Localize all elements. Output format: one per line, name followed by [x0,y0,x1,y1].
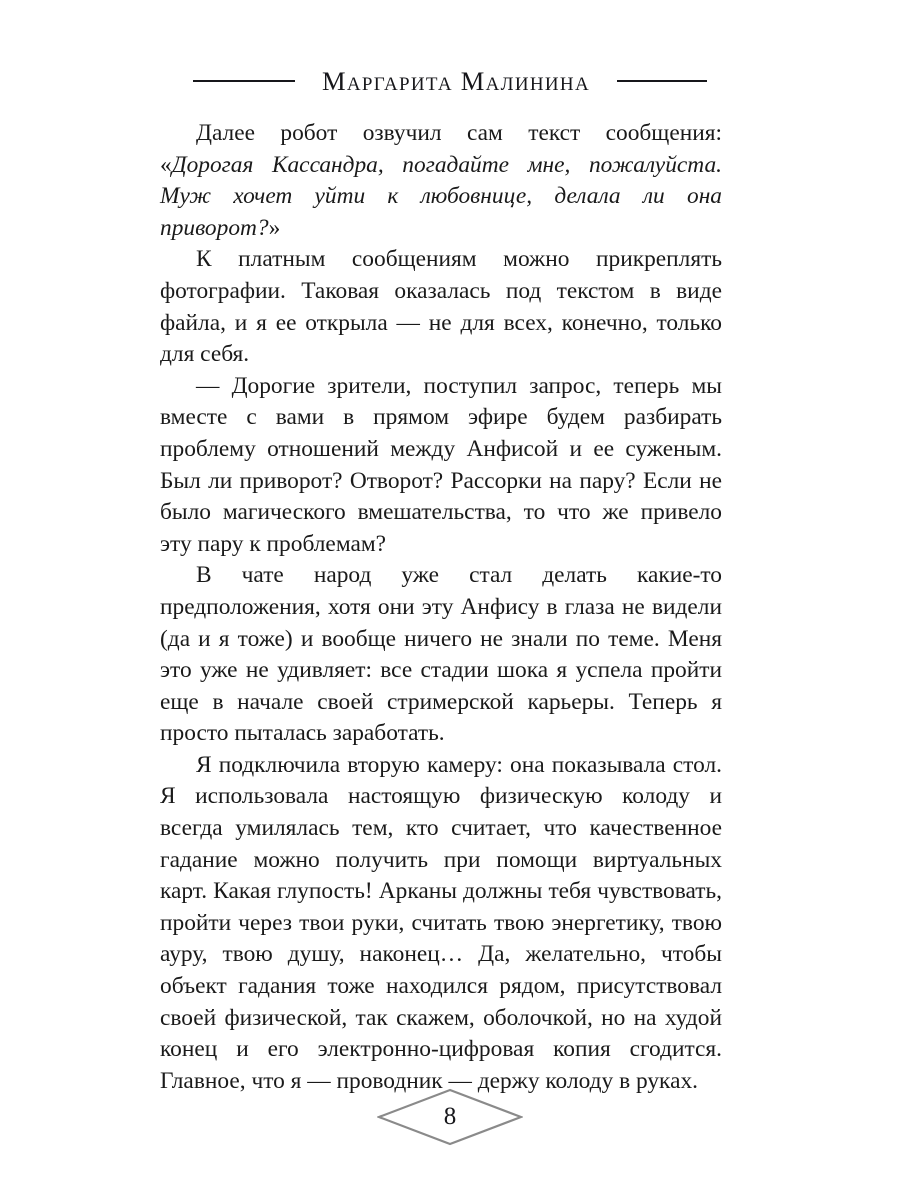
page-folio [377,1088,523,1146]
page-number: 8 [443,1103,457,1130]
paragraph [160,560,722,750]
running-head [0,60,900,102]
paragraph-tail: » [268,214,281,241]
paragraph-italic: Дорогая Кассандра, погадайте мне, пожалуйста. Муж хочет уйти к любовнице, делала ли она приворот? [160,151,722,241]
body-text-column [160,118,722,1097]
head-rule-right-icon [617,80,707,82]
running-head-title: Маргарита Малинина [322,65,590,96]
paragraph-lead: Далее робот озвучил сам текст сообщения: « [160,120,722,178]
paragraph-lead: Я подключила вторую камеру: она показывала стол. Я использовала настоящую физическую колоду и всегда умилялась тем, кто считает, что качественное гадание можно получить при помощи виртуальных карт. Какая глупость! Арканы должны тебя чувствовать, пройти через твои руки, считать твою энергетику, твою ауру, твою душу, наконец… Да, желательно, чтобы объект гадания тоже находился рядом, присутствовал своей физической, так скажем, оболочкой, но на худой конец и его электронно-цифровая копия сгодится. Главное, что я — проводник — держу колоду в руках. [160,751,722,1094]
paragraph [160,244,722,370]
paragraph [160,118,722,244]
paragraph [160,750,722,1098]
head-rule-left-icon [193,80,295,82]
paragraph [160,371,722,561]
paragraph-lead: — Дорогие зрители, поступил запрос, теперь мы вместе с вами в прямом эфире будем разбирать проблему отношений между Анфисой и ее суженым. Был ли приворот? Отворот? Рассорки на пару? Если не было магического вмешательства, то что же привело эту пару к проблемам? [160,372,722,557]
paragraph-lead: В чате народ уже стал делать какие-то предположения, хотя они эту Анфису в глаза не видели (да и я тоже) и вообще ничего не знали по теме. Меня это уже не удивляет: все стадии шока я успела пройти еще в начале своей стримерской карьеры. Теперь я просто пыталась заработать. [160,562,722,747]
paragraph-lead: К платным сообщениям можно прикреплять фотографии. Таковая оказалась под текстом в виде файла, и я ее открыла — не для всех, конечно, только для себя. [160,246,722,368]
